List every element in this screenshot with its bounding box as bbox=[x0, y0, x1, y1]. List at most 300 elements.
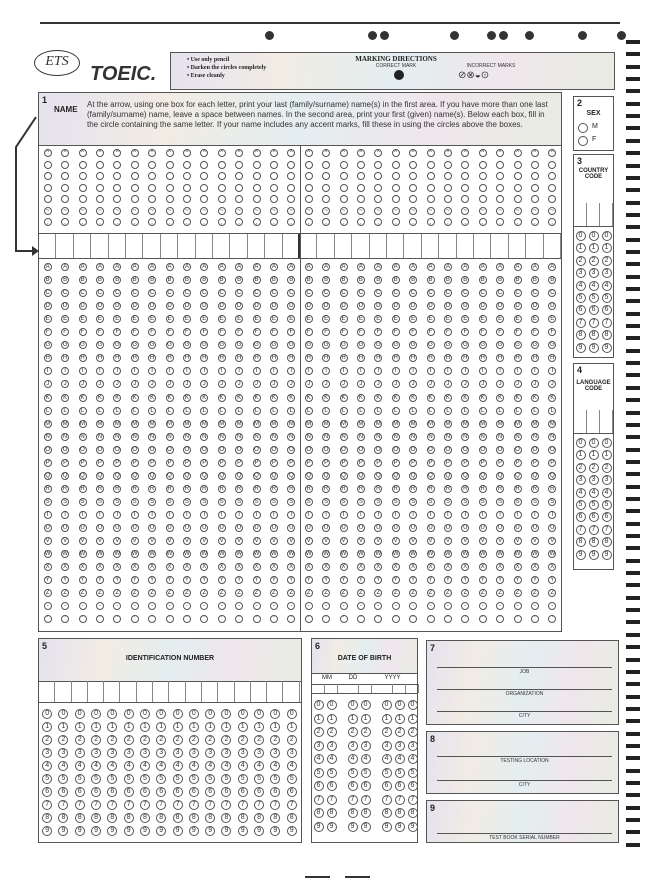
letter-bubble[interactable]: W bbox=[340, 551, 347, 558]
letter-bubble[interactable]: P bbox=[480, 459, 485, 466]
letter-bubble[interactable]: G bbox=[462, 342, 468, 349]
dob-digit-bubble[interactable]: 8 bbox=[314, 808, 324, 818]
letter-bubble[interactable]: O bbox=[167, 446, 172, 453]
id-digit-bubble[interactable]: 5 bbox=[221, 774, 231, 784]
dob-digit-bubble[interactable]: 7 bbox=[395, 795, 405, 805]
letter-bubble[interactable]: V bbox=[515, 538, 520, 545]
letter-bubble[interactable]: V bbox=[63, 538, 68, 545]
accent-bubble[interactable]: ˙ bbox=[479, 184, 487, 192]
letter-bubble[interactable]: Y bbox=[80, 577, 85, 584]
letter-bubble[interactable]: Z bbox=[461, 589, 469, 597]
id-digit-bubble[interactable]: 0 bbox=[205, 709, 215, 719]
country-digit-bubble[interactable]: 6 bbox=[602, 305, 612, 315]
letter-bubble[interactable]: X bbox=[219, 564, 224, 571]
dob-digit-box[interactable] bbox=[359, 684, 372, 693]
letter-bubble[interactable]: T bbox=[444, 511, 452, 519]
letter-bubble[interactable]: ' bbox=[374, 615, 382, 623]
letter-bubble[interactable]: L bbox=[270, 407, 278, 415]
letter-bubble[interactable]: U bbox=[463, 525, 468, 531]
id-digit-bubble[interactable]: 6 bbox=[205, 787, 215, 797]
letter-bubble[interactable]: ' bbox=[148, 615, 156, 623]
id-digit-box[interactable] bbox=[235, 681, 251, 702]
id-digit-bubble[interactable]: 0 bbox=[287, 709, 297, 719]
accent-bubble[interactable]: ~ bbox=[131, 207, 139, 215]
accent-bubble[interactable]: ` bbox=[444, 161, 452, 169]
language-digit-bubble[interactable]: 5 bbox=[602, 500, 612, 510]
id-digit-bubble[interactable]: 1 bbox=[173, 722, 183, 732]
letter-bubble[interactable]: O bbox=[62, 446, 68, 453]
letter-bubble[interactable]: F bbox=[409, 328, 417, 336]
letter-bubble[interactable]: T bbox=[496, 511, 504, 519]
id-digit-bubble[interactable]: 2 bbox=[91, 735, 101, 745]
letter-bubble[interactable]: J bbox=[340, 380, 348, 388]
letter-bubble[interactable]: ' bbox=[270, 615, 278, 623]
letter-bubble[interactable]: J bbox=[270, 380, 278, 388]
accent-bubble[interactable]: ~ bbox=[548, 207, 556, 215]
letter-bubble[interactable]: W bbox=[97, 551, 103, 558]
accent-bubble[interactable]: ˙ bbox=[444, 184, 452, 192]
letter-bubble[interactable]: M bbox=[114, 420, 120, 427]
accent-bubble[interactable]: ¸ bbox=[461, 218, 469, 226]
id-digit-bubble[interactable]: 0 bbox=[42, 709, 52, 719]
letter-bubble[interactable]: W bbox=[114, 551, 121, 558]
letter-bubble[interactable]: N bbox=[80, 433, 85, 440]
accent-bubble[interactable]: ^ bbox=[340, 149, 348, 157]
letter-bubble[interactable]: A bbox=[63, 264, 68, 270]
accent-bubble[interactable]: ¸ bbox=[287, 218, 295, 226]
id-digit-bubble[interactable]: 3 bbox=[75, 748, 85, 758]
letter-bubble[interactable]: T bbox=[374, 511, 382, 519]
letter-bubble[interactable]: G bbox=[341, 342, 346, 349]
accent-bubble[interactable]: ~ bbox=[96, 207, 104, 215]
id-digit-bubble[interactable]: 4 bbox=[189, 761, 199, 771]
letter-bubble[interactable]: ' bbox=[392, 615, 400, 623]
letter-bubble[interactable]: X bbox=[115, 564, 120, 571]
letter-bubble[interactable]: S bbox=[63, 498, 68, 505]
letter-bubble[interactable]: E bbox=[289, 316, 294, 323]
letter-bubble[interactable]: - bbox=[479, 602, 487, 610]
accent-bubble[interactable]: ˙ bbox=[531, 184, 539, 192]
accent-bubble[interactable]: ¸ bbox=[79, 218, 87, 226]
letter-bubble[interactable]: M bbox=[497, 420, 503, 427]
letter-bubble[interactable]: M bbox=[288, 420, 294, 427]
letter-bubble[interactable]: W bbox=[514, 551, 521, 558]
letter-bubble[interactable]: H bbox=[97, 355, 103, 362]
accent-bubble[interactable]: ` bbox=[270, 161, 278, 169]
letter-bubble[interactable]: V bbox=[532, 538, 537, 545]
accent-bubble[interactable]: ` bbox=[131, 161, 139, 169]
letter-bubble[interactable]: - bbox=[218, 602, 226, 610]
letter-bubble[interactable]: N bbox=[149, 433, 155, 440]
language-digit-bubble[interactable]: 1 bbox=[576, 450, 586, 460]
accent-bubble[interactable]: ¨ bbox=[514, 195, 522, 203]
letter-bubble[interactable]: E bbox=[445, 316, 450, 323]
country-digit-bubble[interactable]: 8 bbox=[602, 330, 612, 340]
id-digit-bubble[interactable]: 4 bbox=[140, 761, 150, 771]
letter-bubble[interactable]: O bbox=[149, 446, 155, 453]
letter-bubble[interactable]: H bbox=[428, 355, 433, 362]
letter-bubble[interactable]: W bbox=[549, 551, 556, 558]
letter-bubble[interactable]: V bbox=[115, 538, 120, 545]
letter-bubble[interactable]: S bbox=[254, 498, 259, 505]
id-digit-bubble[interactable]: 3 bbox=[58, 748, 68, 758]
dob-digit-box[interactable] bbox=[393, 684, 406, 693]
letter-bubble[interactable]: P bbox=[550, 459, 555, 466]
letter-bubble[interactable]: H bbox=[497, 355, 503, 362]
accent-bubble[interactable]: ¸ bbox=[166, 218, 174, 226]
letter-bubble[interactable]: N bbox=[132, 433, 137, 440]
id-digit-bubble[interactable]: 3 bbox=[270, 748, 280, 758]
accent-bubble[interactable]: ^ bbox=[148, 149, 156, 157]
letter-bubble[interactable]: X bbox=[237, 564, 242, 571]
letter-bubble[interactable]: B bbox=[115, 277, 120, 284]
letter-bubble[interactable]: M bbox=[358, 420, 364, 427]
accent-bubble[interactable]: ~ bbox=[148, 207, 156, 215]
letter-bubble[interactable]: K bbox=[63, 394, 68, 401]
id-digit-box[interactable] bbox=[72, 681, 88, 702]
id-digit-bubble[interactable]: 2 bbox=[238, 735, 248, 745]
id-digit-box[interactable] bbox=[169, 681, 185, 702]
id-digit-bubble[interactable]: 1 bbox=[75, 722, 85, 732]
letter-bubble[interactable]: D bbox=[219, 303, 224, 310]
letter-bubble[interactable]: ' bbox=[322, 615, 330, 623]
country-digit-bubble[interactable]: 5 bbox=[602, 293, 612, 303]
id-digit-bubble[interactable]: 1 bbox=[205, 722, 215, 732]
accent-bubble[interactable]: ~ bbox=[270, 207, 278, 215]
letter-bubble[interactable]: I bbox=[96, 367, 104, 375]
letter-bubble[interactable]: N bbox=[393, 433, 398, 440]
letter-bubble[interactable]: L bbox=[340, 407, 348, 415]
letter-bubble[interactable]: F bbox=[357, 328, 365, 336]
letter-bubble[interactable]: C bbox=[254, 290, 259, 297]
letter-bubble[interactable]: Q bbox=[462, 472, 468, 479]
letter-bubble[interactable]: Y bbox=[132, 577, 137, 584]
letter-bubble[interactable]: S bbox=[498, 498, 503, 505]
dob-digit-bubble[interactable]: 1 bbox=[361, 714, 371, 724]
accent-bubble[interactable]: ¨ bbox=[392, 195, 400, 203]
id-digit-bubble[interactable]: 7 bbox=[287, 800, 297, 810]
letter-bubble[interactable]: N bbox=[219, 433, 224, 440]
letter-bubble[interactable]: O bbox=[428, 446, 433, 453]
letter-bubble[interactable]: A bbox=[150, 264, 155, 270]
letter-bubble[interactable]: P bbox=[254, 459, 259, 466]
letter-bubble[interactable]: L bbox=[479, 407, 487, 415]
letter-box[interactable] bbox=[335, 234, 352, 258]
letter-bubble[interactable]: L bbox=[61, 407, 69, 415]
accent-bubble[interactable]: ` bbox=[392, 161, 400, 169]
country-digit-bubble[interactable]: 0 bbox=[589, 231, 599, 241]
letter-bubble[interactable]: B bbox=[80, 277, 85, 284]
id-digit-bubble[interactable]: 2 bbox=[221, 735, 231, 745]
letter-bubble[interactable]: V bbox=[80, 538, 85, 545]
letter-bubble[interactable]: Q bbox=[62, 472, 68, 479]
letter-bubble[interactable]: E bbox=[150, 316, 155, 323]
letter-bubble[interactable]: T bbox=[253, 511, 261, 519]
id-digit-bubble[interactable]: 8 bbox=[140, 813, 150, 823]
letter-bubble[interactable]: O bbox=[393, 446, 399, 453]
letter-bubble[interactable]: N bbox=[480, 433, 485, 440]
id-digit-bubble[interactable]: 4 bbox=[287, 761, 297, 771]
letter-bubble[interactable]: Z bbox=[392, 589, 400, 597]
accent-bubble[interactable]: ˙ bbox=[357, 184, 365, 192]
letter-bubble[interactable]: P bbox=[184, 459, 189, 466]
letter-bubble[interactable]: - bbox=[340, 602, 348, 610]
letter-bubble[interactable]: S bbox=[341, 498, 346, 505]
accent-bubble[interactable]: ˙ bbox=[427, 184, 435, 192]
id-digit-bubble[interactable]: 2 bbox=[140, 735, 150, 745]
id-digit-box[interactable] bbox=[104, 681, 120, 702]
id-digit-bubble[interactable]: 7 bbox=[189, 800, 199, 810]
write-line[interactable] bbox=[437, 780, 612, 781]
letter-bubble[interactable]: R bbox=[323, 485, 329, 492]
language-digit-box[interactable] bbox=[574, 410, 587, 433]
letter-bubble[interactable]: Z bbox=[183, 589, 191, 597]
letter-bubble[interactable]: D bbox=[445, 303, 451, 310]
dob-digit-bubble[interactable]: 6 bbox=[382, 781, 392, 791]
letter-bubble[interactable]: O bbox=[480, 446, 486, 453]
letter-bubble[interactable]: R bbox=[236, 485, 242, 492]
letter-bubble[interactable]: A bbox=[550, 264, 555, 270]
letter-bubble[interactable]: M bbox=[462, 420, 468, 427]
letter-bubble[interactable]: K bbox=[532, 394, 537, 401]
letter-bubble[interactable]: U bbox=[341, 525, 346, 531]
letter-bubble[interactable]: N bbox=[532, 433, 538, 440]
letter-box[interactable] bbox=[91, 234, 108, 258]
letter-bubble[interactable]: S bbox=[428, 498, 433, 505]
letter-bubble[interactable]: M bbox=[201, 420, 207, 427]
letter-bubble[interactable]: B bbox=[445, 277, 450, 284]
letter-bubble[interactable]: P bbox=[393, 459, 398, 466]
id-digit-bubble[interactable]: 6 bbox=[124, 787, 134, 797]
id-digit-box[interactable] bbox=[251, 681, 267, 702]
letter-bubble[interactable]: Q bbox=[428, 472, 433, 479]
letter-bubble[interactable]: F bbox=[253, 328, 261, 336]
letter-bubble[interactable]: - bbox=[409, 602, 417, 610]
dob-digit-bubble[interactable]: 7 bbox=[314, 795, 324, 805]
letter-bubble[interactable]: R bbox=[463, 485, 468, 492]
letter-bubble[interactable]: Y bbox=[63, 577, 68, 584]
id-digit-bubble[interactable]: 2 bbox=[58, 735, 68, 745]
letter-bubble[interactable]: Z bbox=[340, 589, 348, 597]
accent-bubble[interactable]: ¨ bbox=[496, 195, 504, 203]
letter-bubble[interactable]: R bbox=[532, 485, 538, 492]
letter-bubble[interactable]: M bbox=[132, 420, 138, 427]
accent-bubble[interactable]: ~ bbox=[514, 207, 522, 215]
letter-bubble[interactable]: H bbox=[289, 355, 294, 362]
letter-bubble[interactable]: Q bbox=[132, 472, 138, 479]
id-digit-bubble[interactable]: 9 bbox=[173, 826, 183, 836]
dob-digit-bubble[interactable]: 6 bbox=[361, 781, 371, 791]
letter-bubble[interactable]: M bbox=[62, 420, 68, 427]
letter-bubble[interactable]: U bbox=[532, 525, 538, 531]
letter-bubble[interactable]: I bbox=[461, 367, 469, 375]
letter-bubble[interactable]: N bbox=[376, 433, 381, 440]
accent-bubble[interactable]: ` bbox=[44, 161, 52, 169]
id-digit-bubble[interactable]: 8 bbox=[156, 813, 166, 823]
id-digit-bubble[interactable]: 4 bbox=[238, 761, 248, 771]
accent-bubble[interactable]: ¨ bbox=[548, 195, 556, 203]
letter-bubble[interactable]: A bbox=[341, 264, 346, 270]
letter-bubble[interactable]: A bbox=[411, 264, 416, 270]
letter-bubble[interactable]: P bbox=[150, 459, 155, 466]
letter-bubble[interactable]: E bbox=[271, 316, 276, 323]
dob-digit-bubble[interactable]: 6 bbox=[408, 781, 418, 791]
letter-bubble[interactable]: I bbox=[148, 367, 156, 375]
letter-bubble[interactable]: H bbox=[341, 355, 346, 362]
id-digit-box[interactable] bbox=[39, 681, 55, 702]
letter-bubble[interactable]: L bbox=[183, 407, 191, 415]
accent-bubble[interactable]: ¸ bbox=[96, 218, 104, 226]
accent-bubble[interactable]: ˙ bbox=[183, 184, 191, 192]
dob-digit-bubble[interactable]: 9 bbox=[395, 822, 405, 832]
accent-bubble[interactable]: ˙ bbox=[409, 184, 417, 192]
letter-bubble[interactable]: P bbox=[358, 459, 363, 466]
letter-bubble[interactable]: O bbox=[114, 446, 120, 453]
dob-digit-bubble[interactable]: 5 bbox=[382, 768, 392, 778]
accent-bubble[interactable]: ˙ bbox=[113, 184, 121, 192]
accent-bubble[interactable]: ´ bbox=[113, 172, 121, 180]
id-digit-bubble[interactable]: 1 bbox=[58, 722, 68, 732]
letter-bubble[interactable]: I bbox=[253, 367, 261, 375]
id-digit-bubble[interactable]: 9 bbox=[124, 826, 134, 836]
letter-bubble[interactable]: Q bbox=[306, 472, 312, 479]
language-digit-bubble[interactable]: 5 bbox=[589, 500, 599, 510]
accent-bubble[interactable]: ¸ bbox=[44, 218, 52, 226]
letter-bubble[interactable]: O bbox=[254, 446, 259, 453]
letter-bubble[interactable]: Z bbox=[496, 589, 504, 597]
dob-digit-bubble[interactable]: 6 bbox=[348, 781, 358, 791]
letter-bubble[interactable]: P bbox=[463, 459, 468, 466]
id-digit-box[interactable] bbox=[121, 681, 137, 702]
letter-bubble[interactable]: O bbox=[532, 446, 538, 453]
letter-bubble[interactable]: B bbox=[254, 277, 259, 284]
accent-bubble[interactable]: ´ bbox=[444, 172, 452, 180]
letter-bubble[interactable]: - bbox=[461, 602, 469, 610]
id-digit-bubble[interactable]: 1 bbox=[238, 722, 248, 732]
letter-bubble[interactable]: G bbox=[184, 342, 190, 349]
letter-bubble[interactable]: X bbox=[341, 564, 346, 571]
letter-bubble[interactable]: B bbox=[358, 277, 363, 284]
id-digit-bubble[interactable]: 2 bbox=[205, 735, 215, 745]
letter-bubble[interactable]: K bbox=[306, 394, 311, 401]
letter-bubble[interactable]: X bbox=[167, 564, 172, 571]
id-digit-bubble[interactable]: 7 bbox=[124, 800, 134, 810]
accent-bubble[interactable]: ` bbox=[531, 161, 539, 169]
letter-bubble[interactable]: D bbox=[410, 303, 416, 310]
letter-bubble[interactable]: Y bbox=[254, 577, 259, 584]
letter-bubble[interactable]: N bbox=[550, 433, 555, 440]
id-digit-bubble[interactable]: 4 bbox=[91, 761, 101, 771]
letter-bubble[interactable]: P bbox=[132, 459, 137, 466]
letter-bubble[interactable]: Q bbox=[549, 472, 555, 479]
dob-digit-bubble[interactable]: 3 bbox=[327, 741, 337, 751]
letter-bubble[interactable]: S bbox=[184, 498, 189, 505]
accent-bubble[interactable]: ´ bbox=[61, 172, 69, 180]
letter-bubble[interactable]: S bbox=[411, 498, 416, 505]
accent-bubble[interactable]: ` bbox=[305, 161, 313, 169]
accent-bubble[interactable]: ¸ bbox=[322, 218, 330, 226]
letter-bubble[interactable]: W bbox=[44, 551, 51, 558]
letter-bubble[interactable]: E bbox=[80, 316, 85, 323]
letter-bubble[interactable]: L bbox=[444, 407, 452, 415]
letter-bubble[interactable]: - bbox=[113, 602, 121, 610]
letter-bubble[interactable]: Z bbox=[44, 589, 52, 597]
letter-bubble[interactable]: Z bbox=[166, 589, 174, 597]
id-digit-bubble[interactable]: 9 bbox=[221, 826, 231, 836]
dob-digit-bubble[interactable]: 5 bbox=[395, 768, 405, 778]
letter-bubble[interactable]: H bbox=[219, 355, 224, 362]
accent-bubble[interactable]: ~ bbox=[44, 207, 52, 215]
id-digit-bubble[interactable]: 1 bbox=[42, 722, 52, 732]
letter-bubble[interactable]: J bbox=[148, 380, 156, 388]
id-digit-bubble[interactable]: 4 bbox=[221, 761, 231, 771]
accent-bubble[interactable]: ´ bbox=[427, 172, 435, 180]
letter-bubble[interactable]: K bbox=[150, 394, 155, 401]
language-digit-bubble[interactable]: 7 bbox=[589, 525, 599, 535]
dob-digit-bubble[interactable]: 5 bbox=[327, 768, 337, 778]
accent-bubble[interactable]: ` bbox=[61, 161, 69, 169]
letter-bubble[interactable]: O bbox=[410, 446, 416, 453]
letter-bubble[interactable]: Y bbox=[358, 577, 363, 584]
accent-bubble[interactable]: ¨ bbox=[357, 195, 365, 203]
letter-bubble[interactable]: K bbox=[463, 394, 468, 401]
letter-bubble[interactable]: W bbox=[149, 551, 155, 558]
letter-bubble[interactable]: F bbox=[287, 328, 295, 336]
letter-bubble[interactable]: B bbox=[463, 277, 468, 284]
letter-bubble[interactable]: B bbox=[219, 277, 224, 284]
country-digit-bubble[interactable]: 2 bbox=[576, 256, 586, 266]
id-digit-bubble[interactable]: 0 bbox=[189, 709, 199, 719]
letter-bubble[interactable]: L bbox=[548, 407, 556, 415]
letter-bubble[interactable]: - bbox=[287, 602, 295, 610]
letter-bubble[interactable]: - bbox=[166, 602, 174, 610]
id-digit-box[interactable] bbox=[55, 681, 71, 702]
id-digit-bubble[interactable]: 8 bbox=[254, 813, 264, 823]
letter-bubble[interactable]: - bbox=[322, 602, 330, 610]
letter-bubble[interactable]: P bbox=[271, 459, 276, 466]
letter-bubble[interactable]: E bbox=[411, 316, 416, 323]
letter-bubble[interactable]: A bbox=[393, 264, 398, 270]
letter-box[interactable] bbox=[526, 234, 543, 258]
accent-bubble[interactable]: ¸ bbox=[235, 218, 243, 226]
letter-bubble[interactable]: T bbox=[514, 511, 522, 519]
accent-bubble[interactable]: ` bbox=[409, 161, 417, 169]
accent-bubble[interactable]: ~ bbox=[357, 207, 365, 215]
letter-bubble[interactable]: S bbox=[271, 498, 276, 505]
letter-bubble[interactable]: - bbox=[61, 602, 69, 610]
accent-bubble[interactable]: ¸ bbox=[444, 218, 452, 226]
letter-bubble[interactable]: C bbox=[236, 290, 242, 297]
letter-bubble[interactable]: U bbox=[306, 525, 311, 531]
letter-bubble[interactable]: A bbox=[97, 264, 102, 270]
accent-bubble[interactable]: ^ bbox=[44, 149, 52, 157]
letter-bubble[interactable]: Y bbox=[445, 577, 450, 584]
accent-bubble[interactable]: ^ bbox=[461, 149, 469, 157]
dob-digit-bubble[interactable]: 7 bbox=[361, 795, 371, 805]
letter-bubble[interactable]: P bbox=[80, 459, 85, 466]
id-digit-bubble[interactable]: 3 bbox=[42, 748, 52, 758]
accent-bubble[interactable]: ^ bbox=[183, 149, 191, 157]
letter-bubble[interactable]: N bbox=[341, 433, 346, 440]
letter-box[interactable] bbox=[196, 234, 213, 258]
letter-bubble[interactable]: J bbox=[200, 380, 208, 388]
country-digit-bubble[interactable]: 7 bbox=[576, 318, 586, 328]
letter-bubble[interactable]: B bbox=[324, 277, 329, 284]
accent-bubble[interactable]: ` bbox=[514, 161, 522, 169]
letter-bubble[interactable]: V bbox=[254, 538, 259, 545]
letter-bubble[interactable]: D bbox=[393, 303, 398, 310]
letter-bubble[interactable]: ' bbox=[96, 615, 104, 623]
